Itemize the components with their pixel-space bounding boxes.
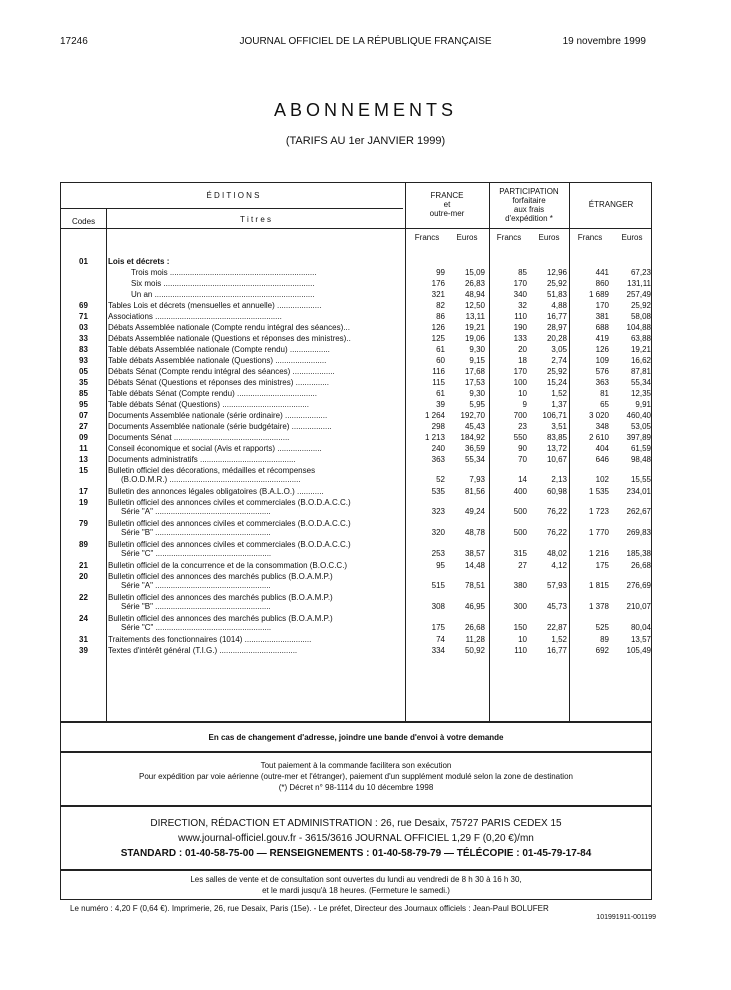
price-cell: 14: [518, 475, 527, 484]
price-cell: 419: [595, 334, 609, 343]
price-cell: 50,92: [464, 646, 485, 655]
price-cell: 576: [595, 367, 609, 376]
participation-header-line: forfaitaire: [512, 196, 546, 205]
price-cell: 10: [518, 635, 527, 644]
price-cell: 12,96: [546, 268, 567, 277]
row-label-continued: Série "B" ....................................................: [121, 528, 271, 537]
price-cell: 15,09: [464, 268, 485, 277]
row-label: Lois et décrets :: [108, 257, 170, 266]
price-cell: 45,73: [546, 602, 567, 611]
price-cell: 55,34: [630, 378, 651, 387]
price-cell: 210,07: [626, 602, 651, 611]
row-code: 35: [79, 378, 88, 387]
row-code: 33: [79, 334, 88, 343]
editions-header: É D I T I O N S: [206, 191, 260, 200]
price-cell: 1,52: [551, 635, 567, 644]
row-code: 89: [79, 540, 88, 549]
price-cell: 1 770: [588, 528, 609, 537]
price-cell: 692: [595, 646, 609, 655]
price-cell: 300: [513, 602, 527, 611]
france-header: [405, 191, 489, 218]
price-cell: 25,92: [546, 367, 567, 376]
price-cell: 348: [595, 422, 609, 431]
price-cell: 126: [431, 323, 445, 332]
price-cell: 700: [513, 411, 527, 420]
price-cell: 3,05: [551, 345, 567, 354]
price-cell: 57,93: [546, 581, 567, 590]
price-cell: 9,15: [469, 356, 485, 365]
price-cell: 9: [522, 400, 527, 409]
price-cell: 81: [600, 389, 609, 398]
row-label: Bulletin officiel des annonces des marchés publics (B.O.A.M.P.): [108, 593, 333, 602]
price-cell: 150: [513, 623, 527, 632]
row-label: Débats Assemblée nationale (Compte rendu intégral des séances)...: [108, 323, 350, 332]
price-cell: 308: [431, 602, 445, 611]
price-cell: 17,68: [464, 367, 485, 376]
price-cell: 61: [436, 345, 445, 354]
row-label: Table débats Sénat (Questions) .......................................: [108, 400, 309, 409]
price-cell: 16,62: [630, 356, 651, 365]
price-cell: 550: [513, 433, 527, 442]
price-cell: 110: [514, 312, 527, 321]
payment-line: Pour expédition par voie aérienne (outre-mer et l'étranger), paiement d'un supplément modulé selon la zone de destination: [139, 772, 573, 781]
price-cell: 175: [595, 561, 609, 570]
price-cell: 315: [513, 549, 527, 558]
price-cell: 86: [436, 312, 445, 321]
price-cell: 22,87: [546, 623, 567, 632]
price-cell: 95: [436, 561, 445, 570]
price-cell: 19,21: [630, 345, 651, 354]
price-cell: 19,06: [464, 334, 485, 343]
price-cell: 535: [431, 487, 445, 496]
price-cell: 240: [431, 444, 445, 453]
price-cell: 105,49: [626, 646, 651, 655]
price-cell: 27: [518, 561, 527, 570]
row-code: 11: [79, 444, 88, 453]
row-label: Documents Assemblée nationale (série budgétaire) ..................: [108, 422, 332, 431]
price-cell: 860: [595, 279, 609, 288]
sub-header-euros: Euros: [538, 233, 560, 242]
price-cell: 13,57: [630, 635, 651, 644]
row-code: 05: [79, 367, 88, 376]
address-change-text: En cas de changement d'adresse, joindre une bande d'envoi à votre demande: [208, 733, 504, 742]
price-cell: 1 216: [588, 549, 609, 558]
row-code: 83: [79, 345, 88, 354]
price-cell: 46,95: [464, 602, 485, 611]
price-cell: 257,49: [626, 290, 651, 299]
price-cell: 20,28: [546, 334, 567, 343]
price-cell: 14,48: [464, 561, 485, 570]
price-cell: 106,71: [542, 411, 567, 420]
row-code: 69: [79, 301, 88, 310]
price-cell: 7,93: [469, 475, 485, 484]
price-cell: 82: [436, 301, 445, 310]
price-cell: 380: [513, 581, 527, 590]
price-cell: 234,01: [626, 487, 651, 496]
price-cell: 192,70: [460, 411, 485, 420]
price-cell: 515: [431, 581, 445, 590]
direction-line: www.journal-officiel.gouv.fr - 3615/3616 JOURNAL OFFICIEL 1,29 F (0,20 €)/mn: [178, 833, 534, 844]
price-cell: 1 815: [588, 581, 609, 590]
price-cell: 76,22: [546, 507, 567, 516]
etranger-header: ÉTRANGER: [588, 200, 634, 209]
price-cell: 12,50: [464, 301, 485, 310]
price-cell: 38,57: [464, 549, 485, 558]
row-code: 15: [79, 466, 88, 475]
row-code: 21: [79, 561, 88, 570]
row-label-continued: Série "C" ....................................................: [121, 623, 272, 632]
price-cell: 5,95: [469, 400, 485, 409]
price-cell: 9,30: [469, 345, 485, 354]
footer-imprint: Le numéro : 4,20 F (0,64 €). Imprimerie, 26, rue Desaix, Paris (15e). - Le préfet, Directeur des Journaux officiels : Jean-Paul BOLUFER: [70, 904, 549, 913]
price-cell: 25,92: [546, 279, 567, 288]
price-cell: 10,67: [546, 455, 567, 464]
journal-name: JOURNAL OFFICIEL DE LA RÉPUBLIQUE FRANÇAISE: [239, 36, 492, 47]
price-cell: 67,23: [630, 268, 651, 277]
france-header-line: FRANCE: [430, 191, 464, 200]
row-code: 95: [79, 400, 88, 409]
price-cell: 400: [513, 487, 527, 496]
price-cell: 460,40: [626, 411, 651, 420]
row-label: Trois mois ..................................................................: [131, 268, 317, 277]
price-cell: 340: [513, 290, 527, 299]
price-cell: 81,56: [464, 487, 485, 496]
price-cell: 55,34: [464, 455, 485, 464]
participation-header-line: d'expédition *: [505, 214, 553, 223]
price-cell: 25,92: [630, 301, 651, 310]
price-cell: 1 213: [424, 433, 445, 442]
price-cell: 12,35: [630, 389, 651, 398]
price-cell: 125: [431, 334, 445, 343]
price-cell: 1 378: [588, 602, 609, 611]
price-cell: 19,21: [464, 323, 485, 332]
france-header-line: outre-mer: [429, 209, 465, 218]
price-cell: 63,88: [630, 334, 651, 343]
price-cell: 48,78: [464, 528, 485, 537]
price-cell: 116: [432, 367, 445, 376]
row-code: 19: [79, 498, 88, 507]
footer-reference: 101991911-001199: [596, 914, 656, 921]
price-cell: 52: [436, 475, 445, 484]
price-cell: 253: [431, 549, 445, 558]
price-cell: 13,72: [546, 444, 567, 453]
row-code: 79: [79, 519, 88, 528]
price-cell: 90: [518, 444, 527, 453]
price-cell: 28,97: [546, 323, 567, 332]
price-cell: 688: [595, 323, 609, 332]
titres-header: T i t r e s: [240, 215, 271, 224]
row-label: Six mois ....................................................................: [131, 279, 315, 288]
sub-header-euros: Euros: [456, 233, 478, 242]
price-cell: 11,28: [465, 635, 485, 644]
price-cell: 170: [513, 279, 527, 288]
row-code: 17: [79, 487, 88, 496]
row-code: 13: [79, 455, 88, 464]
price-cell: 26,68: [464, 623, 485, 632]
price-cell: 98,48: [630, 455, 651, 464]
price-cell: 83,85: [546, 433, 567, 442]
row-label: Associations .........................................................: [108, 312, 282, 321]
row-label: Table débats Assemblée nationale (Compte rendu) ..................: [108, 345, 330, 354]
price-cell: 276,69: [626, 581, 651, 590]
price-cell: 1 689: [588, 290, 609, 299]
row-code: 24: [79, 614, 88, 623]
row-label: Bulletin des annonces légales obligatoires (B.A.L.O.) ............: [108, 487, 324, 496]
price-cell: 133: [513, 334, 527, 343]
price-cell: 298: [431, 422, 445, 431]
row-code: 85: [79, 389, 88, 398]
price-cell: 60,98: [546, 487, 567, 496]
row-label-continued: Série "A" ....................................................: [121, 507, 271, 516]
price-cell: 16,77: [546, 312, 567, 321]
price-cell: 65: [600, 400, 609, 409]
price-cell: 26,83: [464, 279, 485, 288]
row-label-continued: Série "A" ....................................................: [121, 581, 271, 590]
price-cell: 323: [431, 507, 445, 516]
price-cell: 51,83: [546, 290, 567, 299]
row-code: 39: [79, 646, 88, 655]
price-cell: 321: [431, 290, 445, 299]
row-code: 22: [79, 593, 88, 602]
row-label-continued: Série "B" ....................................................: [121, 602, 271, 611]
row-label: Bulletin officiel des annonces civiles et commerciales (B.O.D.A.C.C.): [108, 540, 351, 549]
price-cell: 9,91: [635, 400, 651, 409]
price-cell: 1,52: [551, 389, 567, 398]
row-label: Documents Assemblée nationale (série ordinaire) ...................: [108, 411, 328, 420]
row-label: Documents Sénat ....................................................: [108, 433, 290, 442]
page-number: 17246: [60, 36, 88, 47]
price-cell: 646: [595, 455, 609, 464]
price-cell: 2 610: [588, 433, 609, 442]
price-cell: 100: [513, 378, 527, 387]
row-label: Bulletin officiel des annonces des marchés publics (B.O.A.M.P.): [108, 572, 333, 581]
price-cell: 500: [513, 528, 527, 537]
price-cell: 20: [518, 345, 527, 354]
price-cell: 1 723: [588, 507, 609, 516]
row-label: Débats Sénat (Questions et réponses des ministres) ...............: [108, 378, 329, 387]
price-cell: 76,22: [546, 528, 567, 537]
price-cell: 26,68: [630, 561, 651, 570]
price-cell: 16,77: [546, 646, 567, 655]
price-cell: 262,67: [626, 507, 651, 516]
row-label: Table débats Assemblée nationale (Questions) .......................: [108, 356, 327, 365]
row-label: Débats Sénat (Compte rendu intégral des séances) ...................: [108, 367, 335, 376]
page-subtitle: (TARIFS AU 1er JANVIER 1999): [285, 135, 446, 147]
row-label: Documents administratifs ...........................................: [108, 455, 296, 464]
price-cell: 89: [600, 635, 609, 644]
price-cell: 4,88: [551, 301, 567, 310]
price-cell: 126: [595, 345, 609, 354]
direction-box: [60, 806, 652, 870]
price-cell: 441: [595, 268, 609, 277]
codes-header: Codes: [71, 217, 96, 226]
row-label: Table débats Sénat (Compte rendu) ....................................: [108, 389, 317, 398]
row-code: 31: [79, 635, 88, 644]
price-cell: 185,38: [626, 549, 651, 558]
price-cell: 363: [431, 455, 445, 464]
row-code: 93: [79, 356, 88, 365]
price-cell: 60: [436, 356, 445, 365]
sub-header-francs: Francs: [496, 233, 522, 242]
sub-header-francs: Francs: [414, 233, 440, 242]
row-code: 27: [79, 422, 88, 431]
sales-hours-box: [60, 870, 652, 900]
price-cell: 70: [518, 455, 527, 464]
participation-header: [489, 187, 569, 223]
price-cell: 80,04: [630, 623, 651, 632]
tariff-table: [60, 182, 652, 722]
price-cell: 269,83: [626, 528, 651, 537]
price-cell: 32: [518, 301, 527, 310]
price-cell: 404: [595, 444, 609, 453]
price-cell: 190: [513, 323, 527, 332]
price-cell: 15,24: [546, 378, 567, 387]
price-cell: 53,05: [630, 422, 651, 431]
price-cell: 17,53: [464, 378, 485, 387]
price-cell: 363: [595, 378, 609, 387]
row-label: Textes d'intérêt général (T.I.G.) ...................................: [108, 646, 298, 655]
sales-line: Les salles de vente et de consultation sont ouvertes du lundi au vendredi de 8 h 30 à 16 h 30,: [190, 875, 522, 884]
row-label: Traitements des fonctionnaires (1014) ..............................: [108, 635, 312, 644]
address-change-notice: [60, 722, 652, 752]
france-header-line: et: [443, 200, 451, 209]
row-code: 71: [79, 312, 88, 321]
price-cell: 1,37: [551, 400, 567, 409]
price-cell: 170: [513, 367, 527, 376]
price-cell: 49,24: [464, 507, 485, 516]
price-cell: 39: [436, 400, 445, 409]
price-cell: 9,30: [469, 389, 485, 398]
price-cell: 78,51: [464, 581, 485, 590]
row-label: Bulletin officiel des annonces civiles et commerciales (B.O.D.A.C.C.): [108, 519, 351, 528]
row-label: Conseil économique et social (Avis et rapports) ....................: [108, 444, 322, 453]
price-cell: 99: [436, 268, 445, 277]
row-label-continued: (B.O.D.M.R.) ...........................................................: [121, 475, 301, 484]
price-cell: 36,59: [464, 444, 485, 453]
price-cell: 74: [436, 635, 445, 644]
row-code: 20: [79, 572, 88, 581]
row-label: Débats Assemblée nationale (Questions et réponses des ministres)..: [108, 334, 351, 343]
price-cell: 110: [514, 646, 527, 655]
price-cell: 176: [431, 279, 445, 288]
price-cell: 15,55: [630, 475, 651, 484]
payment-line: Tout paiement à la commande facilitera son exécution: [260, 761, 452, 770]
sales-line: et le mardi jusqu'à 18 heures. (Fermeture le samedi.): [262, 886, 450, 895]
direction-line: STANDARD : 01-40-58-75-00 — RENSEIGNEMENTS : 01-40-58-79-79 — TÉLÉCOPIE : 01-45-79-17-84: [120, 848, 592, 859]
price-cell: 85: [518, 268, 527, 277]
payment-notice: [60, 752, 652, 806]
row-code: 09: [79, 433, 88, 442]
price-cell: 87,81: [630, 367, 651, 376]
price-cell: 184,92: [460, 433, 485, 442]
row-code: 07: [79, 411, 88, 420]
participation-header-line: aux frais: [513, 205, 545, 214]
row-label: Tables Lois et décrets (mensuelles et annuelle) ....................: [108, 301, 322, 310]
price-cell: 102: [595, 475, 609, 484]
price-cell: 58,08: [630, 312, 651, 321]
price-cell: 1 264: [424, 411, 445, 420]
row-label: Bulletin officiel des décorations, médailles et récompenses: [108, 466, 316, 475]
price-cell: 13,11: [465, 312, 485, 321]
price-cell: 4,12: [551, 561, 567, 570]
price-cell: 3 020: [588, 411, 609, 420]
price-cell: 2,13: [551, 475, 567, 484]
row-label: Un an ........................................................................: [131, 290, 315, 299]
price-cell: 1 535: [588, 487, 609, 496]
price-cell: 525: [595, 623, 609, 632]
price-cell: 61: [436, 389, 445, 398]
row-code: 03: [79, 323, 88, 332]
row-label: Bulletin officiel des annonces des marchés publics (B.O.A.M.P.): [108, 614, 333, 623]
sub-header-euros: Euros: [621, 233, 643, 242]
direction-line: DIRECTION, RÉDACTION ET ADMINISTRATION : 26, rue Desaix, 75727 PARIS CEDEX 15: [150, 818, 562, 829]
price-cell: 397,89: [626, 433, 651, 442]
price-cell: 334: [431, 646, 445, 655]
price-cell: 23: [518, 422, 527, 431]
price-cell: 48,02: [546, 549, 567, 558]
price-cell: 45,43: [464, 422, 485, 431]
row-label: Bulletin officiel des annonces civiles et commerciales (B.O.D.A.C.C.): [108, 498, 351, 507]
row-code: 01: [79, 257, 88, 266]
price-cell: 500: [513, 507, 527, 516]
payment-line: (*) Décret n° 98-1114 du 10 décembre 1998: [278, 783, 434, 792]
row-label-continued: Série "C" ....................................................: [121, 549, 272, 558]
price-cell: 115: [432, 378, 445, 387]
price-cell: 109: [595, 356, 609, 365]
sub-header-francs: Francs: [577, 233, 603, 242]
page-date: 19 novembre 1999: [562, 36, 646, 47]
price-cell: 3,51: [551, 422, 567, 431]
price-cell: 175: [431, 623, 445, 632]
row-label: Bulletin officiel de la concurrence et de la consommation (B.O.C.C.): [108, 561, 348, 570]
price-cell: 2,74: [551, 356, 567, 365]
price-cell: 131,11: [627, 279, 651, 288]
price-cell: 48,94: [464, 290, 485, 299]
price-cell: 320: [431, 528, 445, 537]
price-cell: 18: [518, 356, 527, 365]
price-cell: 170: [595, 301, 609, 310]
price-cell: 104,88: [626, 323, 651, 332]
price-cell: 381: [595, 312, 609, 321]
page-title: ABONNEMENTS: [273, 100, 458, 120]
participation-header-line: PARTICIPATION: [499, 187, 559, 196]
price-cell: 10: [518, 389, 527, 398]
price-cell: 61,59: [630, 444, 651, 453]
